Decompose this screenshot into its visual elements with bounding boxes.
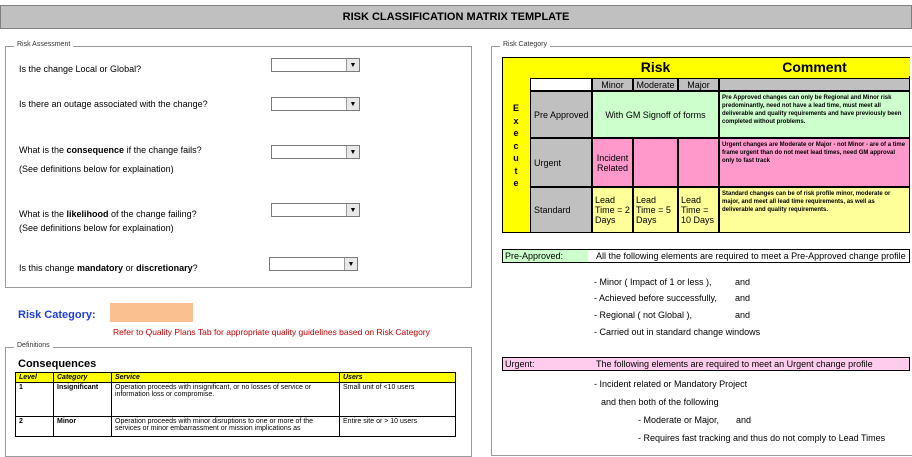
urgent-line: - Moderate or Major, bbox=[638, 415, 720, 425]
pre-approved-profile-text: All the following elements are required to meet a Pre-Approved change profile bbox=[596, 251, 906, 261]
users-cell: Small unit of <10 users bbox=[340, 383, 456, 417]
header-category: Category bbox=[54, 373, 112, 383]
pre-approved-line: - Carried out in standard change windows bbox=[594, 327, 761, 337]
table-row bbox=[16, 417, 456, 437]
standard-minor: Lead Time = 2 Days bbox=[592, 187, 633, 233]
question-consequence: What is the consequence if the change fails? bbox=[19, 145, 202, 155]
question-likelihood-note: (See definitions below for explaination) bbox=[19, 223, 174, 233]
pre-approved-comment: Pre Approved changes can only be Regional and Minor risk predominantly, need not have a lead time, must meet all deliverable and quality requirements and have previously been completed without problems. bbox=[719, 91, 910, 138]
category-cell: Insignificant bbox=[54, 383, 112, 417]
level-cell: 1 bbox=[16, 383, 54, 417]
header-level: Level bbox=[16, 373, 54, 383]
table-header-row bbox=[16, 373, 456, 383]
table-row bbox=[16, 383, 456, 417]
row-pre-approved: Pre Approved bbox=[530, 91, 592, 138]
category-cell: Minor bbox=[54, 417, 112, 437]
question-local-global: Is the change Local or Global? bbox=[19, 64, 142, 74]
consequences-table bbox=[15, 372, 456, 437]
page-title: RISK CLASSIFICATION MATRIX TEMPLATE bbox=[0, 5, 912, 29]
service-cell: Operation proceeds with minor disruptions to one or more of the services or minor embarrassment or mission implications as bbox=[112, 417, 340, 437]
users-cell: Entire site or > 10 users bbox=[340, 417, 456, 437]
consequences-title: Consequences bbox=[18, 358, 97, 370]
pre-approved-line: - Minor ( Impact of 1 or less ), bbox=[594, 277, 712, 287]
question-mandatory: Is this change mandatory or discretionary? bbox=[19, 263, 198, 273]
comment-header: Comment bbox=[719, 58, 910, 76]
chevron-down-icon[interactable]: ▼ bbox=[346, 59, 359, 71]
standard-major: Lead Time = 10 Days bbox=[678, 187, 719, 233]
mandatory-dropdown[interactable] bbox=[269, 257, 358, 271]
level-minor: Minor bbox=[592, 78, 633, 91]
row-standard: Standard bbox=[530, 187, 592, 233]
urgent-comment: Urgent changes are Moderate or Major - not Minor - are of a time frame urgent than do not meet lead times, need GM approval only to fast track bbox=[719, 138, 910, 187]
level-moderate: Moderate bbox=[633, 78, 678, 91]
risk-assessment-legend: Risk Assessment bbox=[14, 41, 73, 48]
standard-moderate: Lead Time = 5 Days bbox=[633, 187, 678, 233]
local-global-dropdown[interactable] bbox=[271, 58, 360, 72]
urgent-and: and bbox=[736, 415, 752, 425]
consequence-dropdown[interactable] bbox=[271, 145, 360, 159]
level-major: Major bbox=[678, 78, 719, 91]
level-cell: 2 bbox=[16, 417, 54, 437]
question-outage: Is there an outage associated with the change? bbox=[19, 99, 208, 109]
chevron-down-icon[interactable]: ▼ bbox=[346, 98, 359, 110]
header-service: Service bbox=[112, 373, 340, 383]
service-cell: Operation proceeds with insignificant, or no losses of service or information loss or compromise. bbox=[112, 383, 340, 417]
risk-category-legend: Risk Category bbox=[500, 41, 550, 48]
chevron-down-icon[interactable]: ▼ bbox=[346, 146, 359, 158]
pre-approved-profile-bar bbox=[502, 249, 910, 263]
risk-header: Risk bbox=[592, 58, 719, 76]
risk-category-label: Risk Category: bbox=[18, 309, 96, 321]
row-urgent: Urgent bbox=[530, 138, 592, 187]
urgent-profile-text: The following elements are required to meet an Urgent change profile bbox=[596, 359, 873, 369]
header-users: Users bbox=[340, 373, 456, 383]
pre-approved-value: With GM Signoff of forms bbox=[592, 91, 719, 138]
chevron-down-icon[interactable]: ▼ bbox=[346, 204, 359, 216]
urgent-value: Incident Related bbox=[592, 138, 633, 187]
pre-approved-line: - Achieved before successfully, bbox=[594, 293, 717, 303]
urgent-profile-bar bbox=[502, 357, 910, 371]
matrix-corner bbox=[530, 78, 592, 91]
comment-subheader bbox=[719, 78, 910, 91]
urgent-line: - Requires fast tracking and thus do not comply to Lead Times bbox=[638, 433, 886, 443]
pre-approved-and: and bbox=[735, 277, 751, 287]
urgent-tag: Urgent: bbox=[505, 359, 535, 369]
quality-plans-note: Refer to Quality Plans Tab for appropriate quality guidelines based on Risk Category bbox=[113, 327, 430, 337]
question-likelihood: What is the likelihood of the change failing? bbox=[19, 209, 197, 219]
pre-approved-tag: Pre-Approved: bbox=[503, 250, 588, 262]
question-consequence-note: (See definitions below for explaination) bbox=[19, 164, 174, 174]
risk-category-value bbox=[110, 303, 193, 322]
outage-dropdown[interactable] bbox=[271, 97, 360, 111]
urgent-line: and then both of the following bbox=[601, 397, 719, 407]
definitions-legend: Definitions bbox=[14, 342, 53, 349]
execute-label: E x e c u t e bbox=[512, 103, 519, 188]
pre-approved-line: - Regional ( not Global ), bbox=[594, 310, 693, 320]
standard-comment: Standard changes can be of risk profile minor, moderate or major, and meet all lead time requirements, as well as deliverable and quality requirements. bbox=[719, 187, 910, 233]
pre-approved-and: and bbox=[735, 293, 751, 303]
urgent-moderate bbox=[633, 138, 678, 187]
urgent-major bbox=[678, 138, 719, 187]
chevron-down-icon[interactable]: ▼ bbox=[344, 258, 357, 270]
urgent-line: - Incident related or Mandatory Project bbox=[594, 379, 748, 389]
pre-approved-and: and bbox=[735, 310, 751, 320]
likelihood-dropdown[interactable] bbox=[271, 203, 360, 217]
